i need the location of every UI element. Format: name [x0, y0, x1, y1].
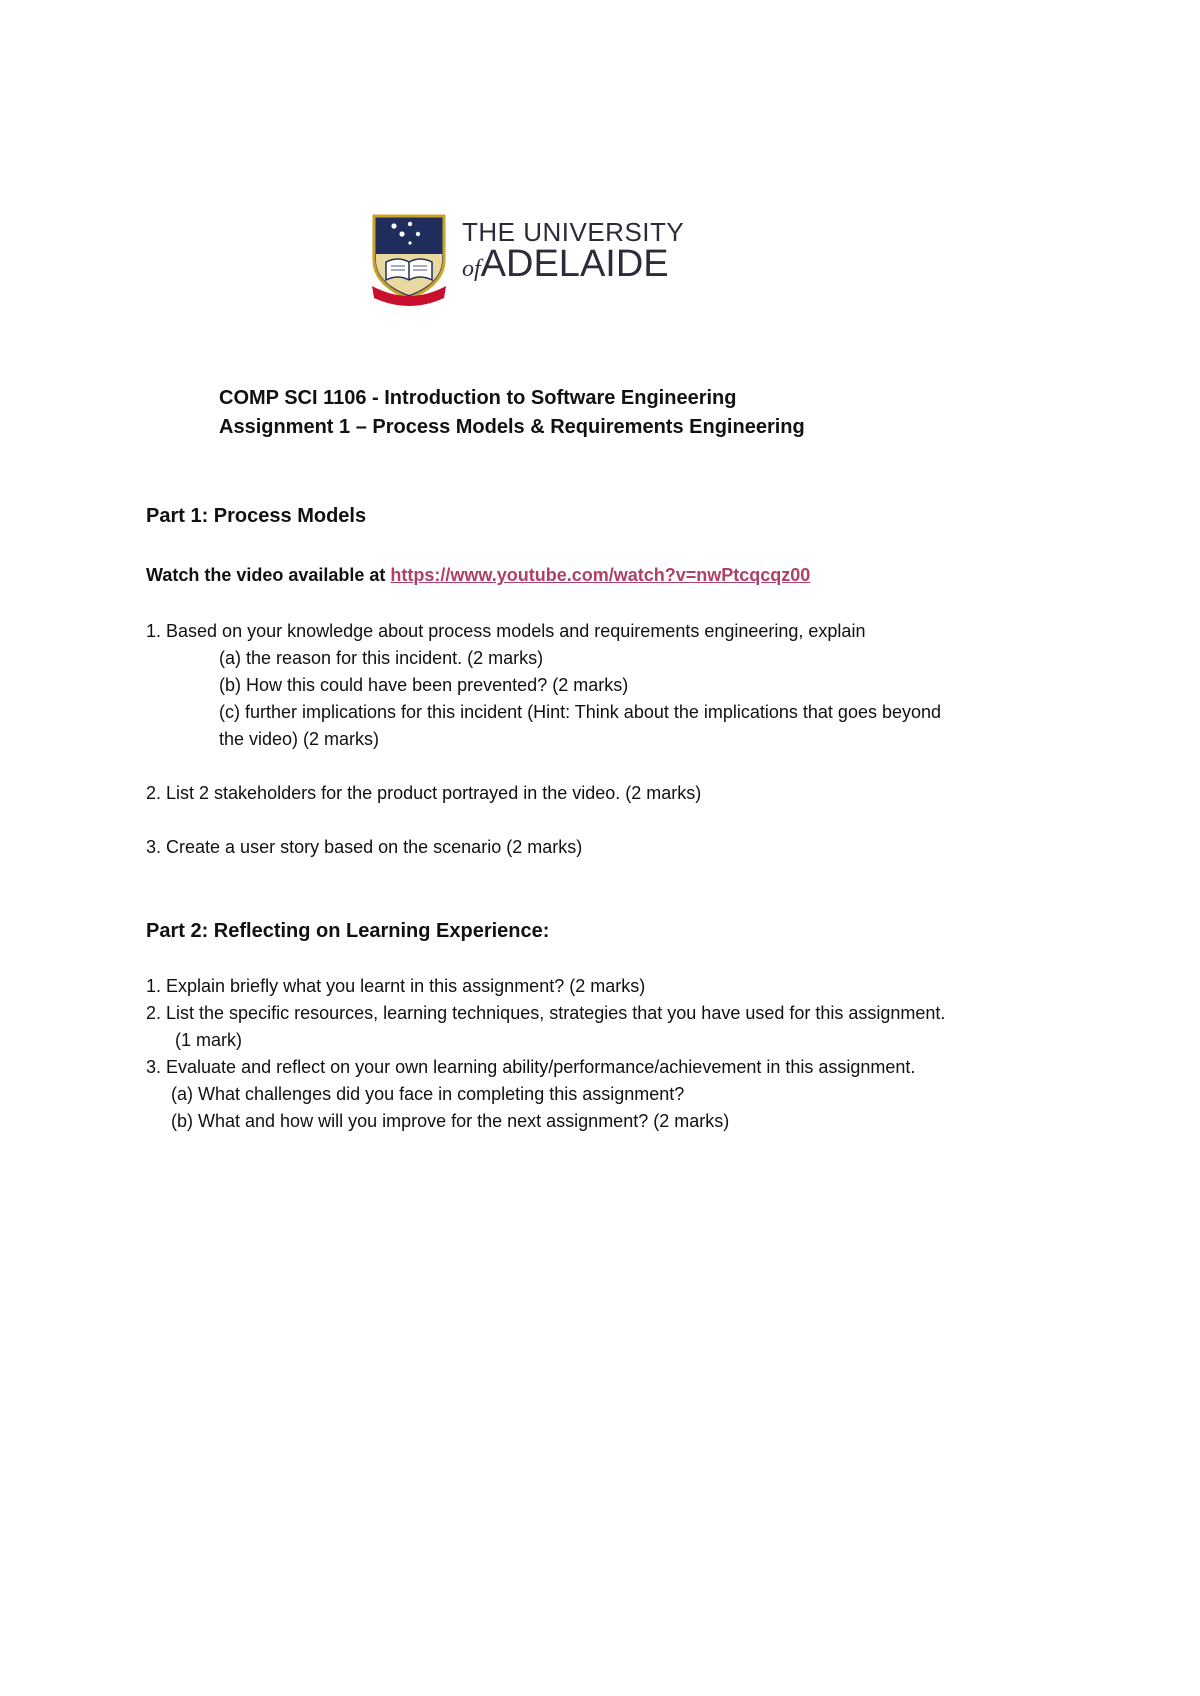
watch-line	[146, 565, 810, 586]
part1-heading: Part 1: Process Models	[146, 505, 367, 527]
p2-q2: 2. List the specific resources, learning techniques, strategies that you have used for this assignment.	[146, 1003, 946, 1023]
video-link[interactable]: https://www.youtube.com/watch?v=nwPtcqcqz00	[390, 565, 811, 585]
course-title: COMP SCI 1106 - Introduction to Software Engineering	[219, 387, 737, 409]
p1-q2: 2. List 2 stakeholders for the product portrayed in the video. (2 marks)	[146, 783, 702, 803]
p2-q2-cont: (1 mark)	[175, 1030, 242, 1050]
logo-of: of	[462, 256, 481, 282]
p1-q1-b: (b) How this could have been prevented? (2 marks)	[219, 675, 629, 695]
p2-q1: 1. Explain briefly what you learnt in this assignment? (2 marks)	[146, 976, 646, 996]
p1-q1-c: (c) further implications for this incident (Hint: Think about the implications that goes beyond	[219, 702, 942, 722]
university-crest-icon	[372, 214, 458, 306]
p1-q1-a: (a) the reason for this incident. (2 marks)	[219, 648, 544, 668]
university-logo	[372, 214, 685, 306]
p2-q3: 3. Evaluate and reflect on your own learning ability/performance/achievement in this assignment.	[146, 1057, 916, 1077]
logo-line-adelaide	[462, 243, 669, 286]
p1-q3: 3. Create a user story based on the scenario (2 marks)	[146, 837, 583, 857]
assignment-title: Assignment 1 – Process Models & Requirements Engineering	[219, 416, 805, 438]
logo-adelaide: ADELAIDE	[480, 243, 669, 285]
p2-q3-b: (b) What and how will you improve for the next assignment? (2 marks)	[171, 1111, 730, 1131]
logo-line-university: THE UNIVERSITY	[462, 217, 685, 247]
watch-prefix: Watch the video available at	[146, 565, 391, 585]
p2-q3-a: (a) What challenges did you face in completing this assignment?	[171, 1084, 685, 1104]
part2-heading: Part 2: Reflecting on Learning Experience:	[146, 920, 550, 942]
p1-q1-intro: 1. Based on your knowledge about process models and requirements engineering, explain	[146, 621, 866, 641]
p1-q1-c-cont: the video) (2 marks)	[219, 729, 380, 749]
